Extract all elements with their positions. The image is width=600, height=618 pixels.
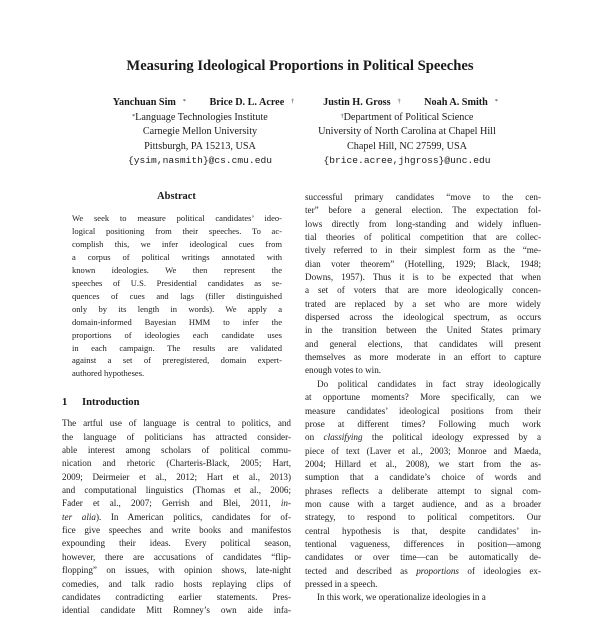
text-line: the language of politicians has attracted consider- [62, 431, 291, 442]
text-line: The artful use of language is central to politics, and [62, 418, 291, 429]
abstract-heading: Abstract [157, 191, 196, 202]
author-name: Brice D. L. Acree [209, 97, 285, 108]
text-line: in each campaign. The results are validated [72, 342, 282, 353]
affiliation-cmu [94, 96, 306, 169]
author-name: Noah A. Smith [424, 97, 488, 108]
section-heading [62, 396, 291, 410]
text-line: trated are replaced by a set who are more widely [305, 298, 541, 309]
text-line: 2004; Hillard et al., 2008), we start from the as- [305, 458, 541, 469]
text-line: logical positioning from their speeches. To ac- [72, 225, 282, 236]
text-line: measure candidates’ ideological positions from their [305, 405, 541, 416]
text-line: expounding their ideas. Every political season, [62, 538, 291, 549]
author-names-left [94, 96, 306, 111]
text-line: pressed in a speech. [305, 578, 378, 589]
text-line: sumption that a candidate’s choice of words and [305, 472, 541, 483]
text-line: nication and rhetoric (Charteris-Black, 2005; Hart, [62, 458, 291, 469]
right-column [305, 191, 541, 605]
text-line: tively referred to in their simplest form as the “me- [305, 245, 541, 256]
text-line: Do political candidates in fact stray ideologically [317, 378, 541, 389]
text-line: candidates or over time—can be automatically de- [305, 552, 541, 563]
text-line: and computational linguistics (Thomas et al., 2006; [62, 485, 291, 496]
intro-paragraph-2 [305, 378, 541, 592]
text-line: in the transition between the United States primary [305, 325, 541, 336]
address: Chapel Hill, NC 27599, USA [347, 140, 467, 152]
text-line: enough votes to win. [305, 365, 382, 376]
paper-title: Measuring Ideological Proportions in Political Speeches [126, 58, 474, 74]
text-line: piece of text (Laver et al., 2003; Monroe and Maeda, [305, 445, 541, 456]
author-name: Yanchuan Sim [112, 97, 176, 108]
text-line: quences of cues and lags (filler distinguished [72, 290, 282, 301]
section-number: 1 [62, 397, 68, 409]
text-line: dispersed across the ideological spectrum, as occurs [305, 312, 541, 323]
author-name: Justin H. Gross [323, 97, 391, 108]
text-line: central hypothesis is that, despite candidates’ in- [305, 525, 541, 536]
email: {ysim,nasmith}@cs.cmu.edu [128, 155, 272, 167]
text-line: tected and described as proportions of ideologies ex- [305, 565, 541, 576]
text-line: successful primary candidates “move to the cen- [305, 192, 541, 202]
text-line: authored hypotheses. [72, 368, 145, 379]
text-line: proportions of ideologies each candidate uses [72, 329, 282, 340]
text-line: strategy, to respond to political competitors. Our [305, 512, 541, 523]
abstract-body [72, 212, 282, 380]
text-line: speeches of U.S. Presidential candidates as se- [72, 277, 282, 288]
text-line: dian voter theorem” (Hotelling, 1929; Black, 1948; [305, 258, 541, 269]
text-line: however, there are accusations of candidates “flip- [62, 551, 291, 562]
text-line: complish this, we infer ideological cues from [72, 238, 282, 249]
left-column [62, 190, 291, 618]
text-line: and general elections, that candidates will present [305, 338, 541, 349]
intro-paragraph-cont [305, 191, 541, 378]
text-line: on classifying the political ideology expressed by a [305, 432, 541, 443]
affil-mark: * [494, 99, 498, 105]
text-line: themselves as more moderate in an effort to capture [305, 352, 541, 363]
affil-mark: * [132, 113, 136, 120]
text-line: idential candidate Mitt Romney’s own aide infa- [62, 605, 291, 616]
affil-mark: † [397, 99, 401, 105]
author-names-right [299, 96, 515, 111]
text-line: flopping” on issues, with opinion shows, late-night [62, 565, 291, 576]
affil-mark: * [182, 99, 186, 105]
intro-paragraph-1 [62, 417, 291, 617]
text-line: phrases reflects a deliberate attempt to signal com- [305, 485, 541, 496]
text-line: tentional vagueness, differences in position—among [305, 538, 541, 549]
text-line: a corpus of political writings annotated with [72, 251, 282, 262]
university: University of North Carolina at Chapel Hill [318, 126, 496, 138]
text-line: 2009; Deirmeier et al., 2012; Hart et al., 2013) [62, 471, 291, 482]
text-line: candidates contradicting earlier statements. Pres- [62, 591, 291, 602]
university: Carnegie Mellon University [142, 126, 258, 138]
institute: *Language Technologies Institute [132, 111, 268, 123]
text-line: at opportune moments? More specifically, can we [305, 392, 541, 403]
text-line: mon cause with a target audience, and as a broader [305, 498, 541, 509]
affil-mark: † [291, 99, 295, 105]
text-line: ter alia). In American politics, candidates for of- [62, 511, 291, 522]
text-line: fice give speeches and write books and manifestos [62, 525, 291, 536]
text-line: ter” before a general election. The expectation fol- [305, 205, 541, 216]
intro-paragraph-3: In this work, we operationalize ideologies in a [317, 592, 486, 603]
email: {brice.acree,jhgross}@unc.edu [323, 155, 491, 167]
text-line: We seek to measure political candidates’ ideo- [72, 213, 282, 223]
text-line: prose at different times? Following much work [305, 418, 541, 429]
text-line: Fader et al., 2007; Gerrish and Blei, 2011, in- [62, 498, 291, 509]
section-title: Introduction [82, 397, 140, 409]
text-line: against a set of preregistered, domain expert- [72, 355, 282, 366]
text-line: tial theories of political competition that are collec- [305, 232, 541, 243]
address: Pittsburgh, PA 15213, USA [144, 140, 256, 152]
text-line: able interest among scholars of political commu- [62, 445, 291, 456]
text-line: lows directly from long-standing and widely influen- [305, 218, 541, 229]
text-line: domain-informed Bayesian HMM to infer the [72, 316, 282, 327]
text-line: comedies, and talk radio hosts replaying clips of [62, 578, 291, 589]
text-line: Downs, 1957). Thus it is to be expected that when [305, 272, 541, 283]
text-line: known ideologies. We then represent the [72, 264, 282, 275]
text-line: a set of voters that are more ideologically concen- [305, 285, 541, 296]
affil-mark: † [340, 113, 344, 120]
affiliation-unc [299, 96, 515, 169]
text-line: only by its length in words). We apply a [72, 303, 282, 314]
institute: †Department of Political Science [340, 111, 474, 123]
